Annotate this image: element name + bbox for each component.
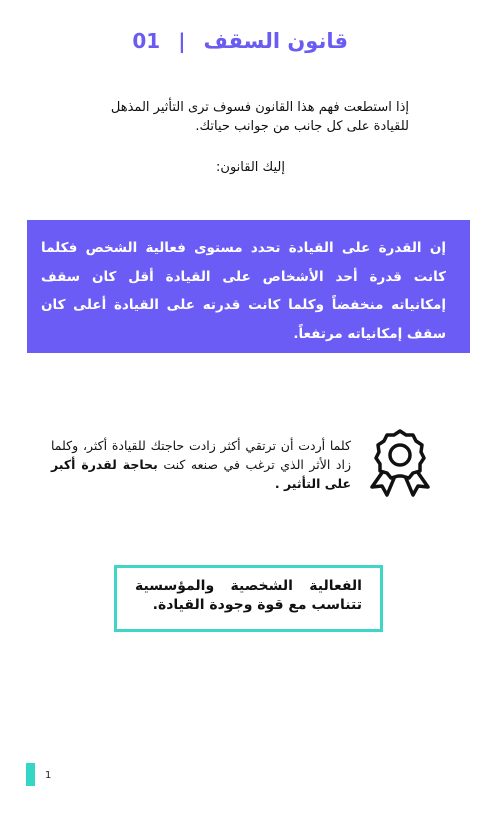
law-lead-text: إليك القانون:	[216, 160, 285, 175]
summary-box	[114, 565, 383, 632]
award-ribbon-icon	[365, 427, 435, 499]
chapter-number: 01	[132, 29, 161, 53]
header-separator: |	[178, 29, 186, 53]
page-marker-bar	[26, 763, 35, 786]
chapter-title: قانون السقف	[203, 29, 348, 53]
point-text: كلما أردت أن ترتقي أكثر زادت حاجتك للقيادة أكثر، وكلما زاد الأثر الذي ترغب في صنعه كنت	[51, 438, 352, 472]
page-number: 1	[45, 770, 52, 781]
law-statement-text: إن القدرة على القيادة تحدد مستوى فعالية الشخص فكلما كانت قدرة أحد الأشخاص على القيادة أقل كان سقف إمكانياته منخفضاً وكلما كانت قدرته على القيادة أعلى كان سقف إمكانياته مرتفعاً.	[41, 240, 446, 342]
point-emphasis: بحاجة لقدرة أكبر على التأثير .	[51, 457, 351, 491]
chapter-header	[132, 26, 348, 56]
law-statement-box	[27, 220, 470, 353]
point-paragraph	[51, 436, 351, 493]
summary-text: الفعالية الشخصية والمؤسسية تتناسب مع قوة وجودة القيادة.	[135, 578, 362, 613]
intro-paragraph: إذا استطعت فهم هذا القانون فسوف ترى التأثير المذهل للقيادة على كل جانب من جوانب حياتك.	[110, 100, 409, 134]
